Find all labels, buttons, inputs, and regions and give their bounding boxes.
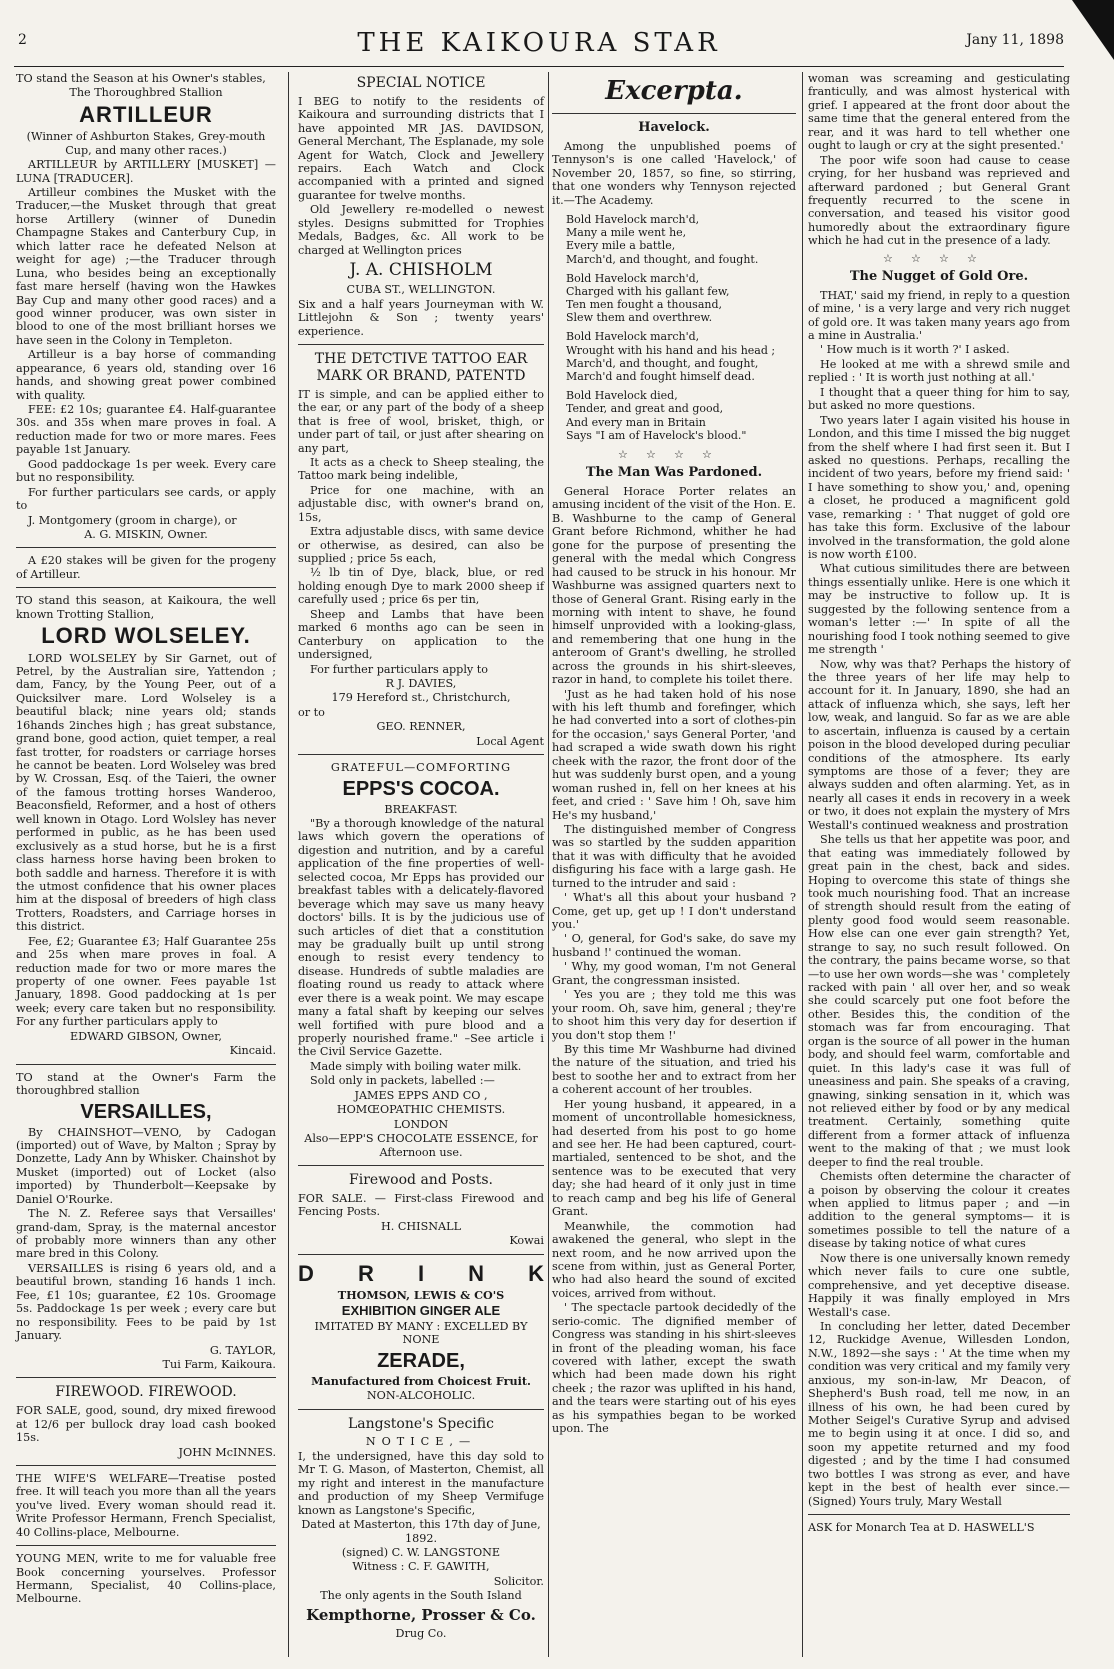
langstone-notice: NOTICE,— — [365, 1435, 477, 1449]
tattoo-agent2: Local Agent — [476, 734, 544, 748]
issue-date: Jany 11, 1898 — [966, 32, 1064, 48]
havelock-head: Havelock. — [638, 120, 710, 136]
divider — [298, 1254, 544, 1255]
drink-letters — [298, 1261, 544, 1287]
divider — [16, 547, 276, 548]
epps-tag: GRATEFUL—COMFORTING — [330, 761, 512, 775]
pardoned-p8: By this time Mr Washburne had divined the nature of the situation, and tried his best to soothe her and to extract from her a coherent account of her troubles. — [552, 1042, 796, 1097]
chisholm-exp: Six and a half years Journeyman with W. Littlejohn & Son ; twenty years' experience. — [298, 297, 544, 338]
langstone-signed: (signed) C. W. LANGSTONE — [341, 1545, 501, 1559]
wolseley-place: Kincaid. — [229, 1044, 276, 1058]
column-2 — [298, 72, 544, 1641]
divider — [16, 1377, 276, 1378]
artilleur-intro: TO stand the Season at his Owner's stables, — [16, 72, 266, 85]
verse-4 — [566, 389, 796, 442]
wifes-welfare: THE WIFE'S WELFARE—Treatise posted free. It will teach you more than all the years you've lived. Every woman should read it. Write Professor Hermann, French Specialist, 40 Collins-place, Melbourne. — [16, 1471, 276, 1539]
langstone-witness: Witness : C. F. GAWITH, — [352, 1560, 490, 1574]
column-rule — [802, 72, 803, 1657]
epps-sub: BREAKFAST. — [384, 802, 458, 816]
tattoo-p2: It acts as a check to Sheep stealing, the Tattoo mark being indelible, — [298, 455, 544, 483]
pardoned-cont-p1: woman was screaming and gesticulating franticully, and was almost hysterical with grief. I appeared at the front door about the same time that the general entered from the rear, and it was hard to tell whether one ought to laugh or cry at the sight presented.' — [808, 72, 1070, 153]
monarch-tea: ASK for Monarch Tea at D. HASWELL'S — [808, 1521, 1035, 1535]
versailles-name: VERSAILLES, — [80, 1100, 212, 1123]
excerpta-heading: Excerpta. — [605, 76, 743, 106]
epps-sold: Sold only in packets, labelled :— — [310, 1074, 495, 1088]
torn-corner — [1072, 0, 1114, 60]
chisholm-addr: CUBA ST., WELLINGTON. — [346, 283, 496, 297]
pardoned-p11: ' The spectacle partook decidedly of the serio-comic. The dignified member of Congress was standing in his shirt-sleeves in front of the pleading woman, his face covered with lather, except the swath which had been made down his right cheek ; the razor was uplifted in his hand, and the tears were starting out of his eyes as his sympathies began to be worked upon. The — [552, 1301, 796, 1436]
divider — [16, 1064, 276, 1065]
drink-letter: R — [357, 1260, 374, 1286]
drink-letter: K — [528, 1260, 544, 1286]
epps-made: Made simply with boiling water milk. — [310, 1059, 522, 1073]
versailles-body: By CHAINSHOT—VENO, by Cadogan (imported) out of Wave, by Malton ; Spray by Donzette, Lady Ann by Whisker. Chainshot by Musket (imported) out of Locket (also imported) by Thunderbolt—Keepsake by Daniel O'Rourke. — [16, 1125, 276, 1206]
divider — [298, 344, 544, 345]
page-number: 2 — [18, 32, 27, 48]
verse-line: Charged with his gallant few, — [566, 284, 730, 298]
column-1 — [16, 72, 276, 1607]
tattoo-addr: 179 Hereford st., Christchurch, — [331, 691, 511, 705]
artilleur-paddock: Good paddockage 1s per week. Every care but no responsibility. — [16, 457, 276, 485]
nugget-p6: What cutious similitudes there are between things essentially unlike. Here is one which it may be instructive to follow up. It is suggested by the following sentence from a woman's letter :—' In spite of all the nourishing food I took nothing seemed to give me strength ' — [808, 562, 1070, 657]
column-4 — [808, 72, 1070, 1536]
zerade-non: NON-ALCOHOLIC. — [366, 1389, 476, 1403]
verse-2 — [566, 272, 796, 325]
artilleur-pedigree: ARTILLEUR by ARTILLERY [MUSKET] — LUNA [TRADUCER]. — [16, 158, 276, 185]
verse-line: March'd and fought himself dead. — [566, 370, 755, 384]
drink-letter: N — [468, 1260, 485, 1286]
divider — [298, 754, 544, 755]
versailles-fee: VERSAILLES is rising 6 years old, and a beautiful brown, standing 16 hands 1 inch. Fee, £1 10s; guarantee, £2 10s. Groomage 5s. Paddockage 1s per week ; every care but no responsibility. Fees to be paid by 1st January. — [16, 1261, 276, 1343]
verse-line: Bold Havelock march'd, — [566, 330, 700, 344]
column-rule — [548, 72, 549, 1657]
epps-chem: HOMŒOPATHIC CHEMISTS. — [336, 1103, 506, 1117]
drink-ale: EXHIBITION GINGER ALE — [341, 1303, 501, 1319]
column-3 — [552, 72, 796, 1437]
notice-body: I BEG to notify to the residents of Kaikoura and surrounding districts that I have appointed MR JAS. DAVIDSON, General Merchant, The Esplanade, my sole Agent for Watch, Clock and Jewellery repairs. Each Watch and Clock accompanied with a printed and signed guarantee for twelve months. — [298, 94, 544, 202]
star-divider: ☆☆☆☆ — [882, 251, 996, 265]
nugget-p2: ' How much is it worth ?' I asked. — [820, 343, 1010, 357]
drink-maker: THOMSON, LEWIS & CO'S — [337, 1287, 505, 1302]
nugget-p8: She tells us that her appetite was poor, and that eating was immediately followed by great pain in the chest, back and sides. Hoping to overcome this state of things she took much nourishing food. That an increase of strength should result from the eating of plenty good food would seem reasonable. How else can one ever gain strength? Yet, strange to say, no such result followed. On the contrary, the pains became worse, so that—to use her own words—she was ' completely racked with pain ' all over her, and so weak she could scarcely put one foot before the other. Besides this, the condition of the stomach was far from encouraging. That organ is the source of all power in the human body, and should feel warm, comfortable and quiet. In this lady's case it was full of uneasiness and pain. She speaks of a craving, gnawing, sinking sensation in it, which was not relieved either by food or by any medical treatment. Certainly, something quite different from a former attack of influenza went to the making of that ; we must look deeper to find the real trouble. — [808, 833, 1070, 1169]
epps-maker: JAMES EPPS AND CO , — [354, 1088, 488, 1102]
nugget-p7: Now, why was that? Perhaps the history of the three years of her life may help to account for it. In January, 1890, she had an attack of influenza which, she says, left her low, weak, and languid. So far as we are able to ascertain, influenza is caused by a certain poison in the blood developed during peculiar conditions of the atmosphere. Its early symptoms are those of a fever; they are always sudden and often alarming. Yet, as in nearly all cases it ends in recovery in a week or two, it does not explain the mystery of Mrs Westall's continued weakness and prostration — [808, 657, 1070, 832]
pardoned-p2: 'Just as he had taken hold of his nose with his left thumb and forefinger, which he had converted into a sort of clothes-pin for the occasion,' says General Porter, 'and had scraped a wide swath down his right cheek with the razor, the front door of the hut was suddenly burst open, and a young woman rushed in, fell on her knees at his feet, and cried : ' Save him ! Oh, save him He's my husband,' — [552, 687, 796, 822]
divider — [16, 1465, 276, 1466]
posts-place: Kowai — [509, 1234, 544, 1248]
versailles-place: Tui Farm, Kaikoura. — [162, 1357, 276, 1371]
artilleur-stallion: The Thoroughbred Stallion — [69, 86, 223, 100]
pardoned-p9: Her young husband, it appeared, in a moment of uncontrollable homesickness, had deserted from his post to go home and see her. He had been captured, court-martialed, sentenced to be shot, and the sentence was to be executed that very day; she had heard of it only just in time to reach camp and beg his life of General Grant. — [552, 1097, 796, 1219]
nugget-p1: THAT,' said my friend, in reply to a question of mine, ' is a very large and very rich nugget of gold ore. It was taken many years ago from a mine in Australia.' — [808, 288, 1070, 343]
notice-body2: Old Jewellery re-modelled o newest styles. Designs submitted for Trophies Medals, Badges, &c. All work to be charged at Wellington prices — [298, 203, 544, 257]
pardoned-p7: ' Yes you are ; they told me this was your room. Oh, save him, general ; they're to shoot him this very day for desertion if you don't stop them !' — [552, 988, 796, 1042]
langstone-dated: Dated at Masterton, this 17th day of June, 1892. — [301, 1518, 541, 1545]
newspaper-title: THE KAIKOURA STAR — [357, 28, 721, 58]
verse-line: March'd, and thought, and fought, — [566, 356, 759, 370]
firewood-head: FIREWOOD. FIREWOOD. — [55, 1384, 237, 1401]
wolseley-body: LORD WOLSELEY by Sir Garnet, out of Petrel, by the Australian sire, Yattendon ; dam, Fancy, by the Young Peer, out of a Quicksilver mare. Lord Wolseley is a beautiful black; nine years old; stands 16hands 2inches high ; has great substance, grand bone, good action, quiet temper, a real fast trotter, for roadsters or carriage horses he cannot be beaten. Lord Wolseley was bred by W. Crossan, Esq. of the Taieri, the owner of the famous trotting horses Wanderoo, Beaconsfield, Reformer, and a host of others well known in Otago. Lord Wolsley has never performed in public, as he has been used exclusively as a stud horse, but he is a first class harness horse having been broken to both saddle and harness. Therefore it is with the utmost confidence that his owner places him at the disposal of breeders of high class Trotters, Roadsters, and Carriage horses in this district. — [16, 651, 276, 934]
tattoo-body: IT is simple, and can be applied either to the ear, or any part of the body of a sheep that is free of wool, brisket, thigh, or under part of tail, or just after shearing on any part, — [298, 387, 544, 455]
pardoned-p5: ' O, general, for God's sake, do save my husband !' continued the woman. — [552, 932, 796, 959]
langstone-head: Langstone's Specific — [348, 1415, 494, 1432]
column-rule — [288, 72, 289, 1657]
drink-letter: I — [417, 1260, 425, 1286]
divider — [16, 587, 276, 588]
verse-line: Bold Havelock died, — [566, 389, 678, 403]
verse-line: Tender, and great and good, — [566, 402, 724, 416]
verse-line: Bold Havelock march'd, — [566, 212, 700, 226]
tattoo-agent: GEO. RENNER, — [376, 720, 466, 734]
pardoned-cont-p2: The poor wife soon had cause to cease crying, for her husband was reprieved and afterward pardoned ; but General Grant frequently recurred to the scene in conversation, and teased his visitor good humoredly about the extraordinary figure which he had cut in the presence of a lady. — [808, 153, 1070, 248]
langstone-body: I, the undersigned, have this day sold to Mr T. G. Mason, of Masterton, Chemist, all my right and interest in the manufacture and production of my Sheep Vermifuge known as Langstone's Specific, — [298, 1449, 544, 1517]
tattoo-p5: ½ lb tin of Dye, black, blue, or red holding enough Dye to mark 2000 sheep if carefully used ; price 6s per tin, — [298, 566, 544, 607]
artilleur-name: ARTILLEUR — [79, 101, 213, 127]
divider — [298, 1165, 544, 1166]
tattoo-p3: Price for one machine, with an adjustable disc, with owner's brand on, 15s, — [298, 483, 544, 524]
verse-line: And every man in Britain — [566, 415, 706, 429]
verse-line: March'd, and thought, and fought. — [566, 252, 759, 266]
versailles-owner: G. TAYLOR, — [209, 1343, 276, 1357]
verse-line: Ten men fought a thousand, — [566, 298, 723, 312]
firewood-body: FOR SALE, good, sound, dry mixed firewood at 12/6 per bullock dray load cash booked 15s. — [16, 1404, 276, 1445]
artilleur-owner: A. G. MISKIN, Owner. — [84, 527, 208, 541]
pardoned-head: The Man Was Pardoned. — [585, 465, 763, 481]
wolseley-owner: EDWARD GIBSON, Owner, — [70, 1029, 222, 1043]
nugget-p5: Two years later I again visited his house in London, and this time I missed the big nugget from the shelf where I had first seen it. But I asked no questions. Perhaps, recalling the incident of two years, before my friend said: ' I have something to show you,' and, opening a closet, he produced a magnificent gold vase, remarking : ' That nugget of gold ore has take this form. Exclusive of the labour involved in the transformation, the gold alone is now worth £100. — [808, 413, 1070, 562]
drink-imitated: IMITATED BY MANY : EXCELLED BY NONE — [314, 1319, 528, 1347]
verse-3 — [566, 330, 796, 383]
tattoo-p7: For further particulars apply to — [310, 662, 489, 676]
versailles-intro: TO stand at the Owner's Farm the thoroughbred stallion — [16, 1070, 276, 1098]
nugget-head: The Nugget of Gold Ore. — [849, 269, 1029, 285]
pardoned-p4: ' What's all this about your husband ? Come, get up, get up ! I don't understand you.' — [552, 891, 796, 931]
drug-co: Drug Co. — [395, 1626, 447, 1640]
nugget-p3: He looked at me with a shrewd smile and replied : ' It is worth just nothing at all.' — [808, 357, 1070, 385]
verse-line: Many a mile went he, — [566, 226, 687, 240]
young-men: YOUNG MEN, write to me for valuable free Book concerning yourselves. Professor Hermann, Specialist, 40 Collins-place, Melbourne. — [16, 1552, 276, 1606]
artilleur-stakes: A £20 stakes will be given for the progeny of Artilleur. — [16, 554, 276, 581]
star-divider: ☆☆☆☆ — [617, 447, 731, 461]
epps-body: "By a thorough knowledge of the natural laws which govern the operations of digestion and nutrition, and by a careful application of the fine properties of well-selected cocoa, Mr Epps has provided our breakfast tables with a delicately-flavored beverage which may save us many heavy doctors' bills. It is by the judicious use of such articles of diet that a constitution may be gradually built up until strong enough to resist every tendency to disease. Hundreds of subtle maladies are floating round us ready to attack where ever there is a weak point. We may escape many a fatal shaft by keeping our selves well fortified with pure blood and a properly nourished frame." –See article i the Civil Service Gazette. — [298, 817, 544, 1059]
tattoo-p4: Extra adjustable discs, with same device or otherwise, as desired, can also be supplied ; price 5s each, — [298, 525, 544, 566]
nugget-p4: I thought that a queer thing for him to say, but asked no more questions. — [808, 385, 1070, 413]
tattoo-p6: Sheep and Lambs that have been marked 6 months ago can be seen in Canterbury on application to the undersigned, — [298, 607, 544, 662]
nugget-p9: Chemists often determine the character of a poison by observing the colour it creates when applied to litmus paper ; and —in addition to the general symptoms— it is sometimes possible to tell the nature of a disease by taking notice of what cures — [808, 1170, 1070, 1251]
pardoned-p6: ' Why, my good woman, I'm not General Grant, the congressman insisted. — [552, 960, 796, 987]
wolseley-intro: TO stand this season, at Kaikoura, the well known Trotting Stallion, — [16, 594, 276, 621]
langstone-sol: Solicitor. — [493, 1574, 544, 1588]
verse-line: Slew them and overthrew. — [566, 311, 713, 325]
posts-head: Firewood and Posts. — [349, 1171, 493, 1188]
verse-1 — [566, 213, 796, 266]
pardoned-p10: Meanwhile, the commotion had awakened the general, who slept in the next room, and he now arrived upon the scene from within, just as General Porter, who had also heard the sound of excited voices, arrived from without. — [552, 1219, 796, 1300]
drink-letter: D — [298, 1260, 314, 1286]
artilleur-desc: Artilleur is a bay horse of commanding appearance, 6 years old, standing over 16 hands, and showing great power combined with quality. — [16, 348, 276, 402]
pardoned-p1: General Horace Porter relates an amusing incident of the visit of the Hon. E. B. Washburne to the camp of General Grant before Richmond, whither he had gone for the purpose of presenting the general with the medal which Congress had caused to be struck in his honour. Mr Washburne was assigned quarters next to those of General Grant. Rising early in the morning with intent to shave, he found himself unprovided with a looking-glass, and remembering that one hung in the anteroom of Grant's dwelling, he strolled across the grounds in his shirt-sleeves, razor in hand, to complete his toilet there. — [552, 485, 796, 687]
tattoo-head: THE DETCTIVE TATTOO EAR MARK OR BRAND, PATENTD — [314, 351, 528, 384]
verse-line: Bold Havelock march'd, — [566, 271, 700, 285]
artilleur-winner: (Winner of Ashburton Stakes, Grey-mouth Cup, and many other races.) — [26, 130, 266, 157]
divider — [16, 1545, 276, 1546]
firewood-sign: JOHN McINNES. — [178, 1445, 276, 1459]
nugget-p10: Now there is one universally known remedy which never fails to cure one subtle, comprehensive, and yet deceptive disease. Happily it was finally employed in Mrs Westall's case. — [808, 1251, 1070, 1319]
tattoo-sign: R J. DAVIES, — [385, 676, 457, 690]
artilleur-body: Artilleur combines the Musket with the Traducer,—the Musket through that great horse Artillery (winner of Dunedin Champagne Stakes and Canterbury Cup, in which latter race he defeated Nelson at weight for age) ;—the Traducer through Luna, who besides being an exceptionally fast mare herself (having won the Hawkes Bay Cup and many other good races) and a good winner producer, was own sister in blood to one of the most brilliant horses we have seen in the Colony in Templeton. — [16, 186, 276, 347]
divider — [552, 113, 796, 114]
posts-sign: H. CHISNALL — [381, 1219, 461, 1233]
masthead — [14, 22, 1064, 67]
chisholm-name: J. A. CHISHOLM — [349, 260, 493, 281]
divider — [298, 1409, 544, 1410]
langstone-agents: The only agents in the South Island — [320, 1589, 522, 1603]
artilleur-particulars: For further particulars see cards, or apply to — [16, 485, 276, 513]
divider — [808, 1514, 1070, 1515]
wolseley-fee: Fee, £2; Guarantee £3; Half Guarantee 25s and 25s when mare proves in foal. A reduction made for two or more mares the property of one owner. Fees payable 1st January, 1898. Good paddocking at 1s per week; every care taken but no responsibility. For any further particulars apply to — [16, 934, 276, 1029]
epps-city: LONDON — [393, 1117, 449, 1131]
pardoned-p3: The distinguished member of Congress was so startled by the sudden apparition that it was with difficulty that he avoided disfiguring his face with a large gash. He turned to the intruder and said : — [552, 822, 796, 890]
kempthorne: Kempthorne, Prosser & Co. — [306, 1605, 536, 1624]
havelock-intro: Among the unpublished poems of Tennyson's is one called 'Havelock,' of November 20, 1857, so fine, so stirring, that one wonders why Tennyson rejected it.—The Academy. — [552, 139, 796, 207]
artilleur-fee: FEE: £2 10s; guarantee £4. Half-guarantee 30s. and 35s when mare proves in foal. A reduction made for two or more mares. Fees payable 1st January. — [16, 403, 276, 457]
zerade-manuf: Manufactured from Choicest Fruit. — [311, 1373, 531, 1388]
verse-line: Wrought with his hand and his head ; — [566, 343, 776, 357]
artilleur-groom: J. Montgomery (groom in charge), or — [28, 513, 237, 527]
zerade-name: ZERADE, — [377, 1349, 465, 1372]
versailles-referee: The N. Z. Referee says that Versailles' grand-dam, Spray, is the maternal ancestor of probably more winners than any other mare bred in this Colony. — [16, 1207, 276, 1261]
tattoo-or: or to — [298, 705, 325, 719]
nugget-p11: In concluding her letter, dated December 12, Ruckidge Avenue, Willesden London, N.W., 1892—she says : ' At the time when my condition was very critical and my family very anxious, my son-in-law, Mr Deacon, of Shepherd's Bush road, tell me now, in an illness of his own, he had been cured by Mother Seigel's Curative Syrup and advised me to begin using it at once. I did so, and soon my appetite returned and my food digested ; and by the time I had consumed two bottles I was strong as ever, and have kept in the best of health ever since.—(Signed) Yours truly, Mary Westall — [808, 1319, 1070, 1508]
wolseley-name: LORD WOLSELEY. — [41, 623, 251, 649]
epps-name: EPPS'S COCOA. — [342, 777, 500, 800]
notice-head: SPECIAL NOTICE — [356, 75, 486, 91]
verse-line: Every mile a battle, — [566, 239, 676, 253]
verse-line: Says "I am of Havelock's blood." — [566, 428, 747, 442]
posts-body: FOR SALE. — First-class Firewood and Fencing Posts. — [298, 1191, 544, 1219]
epps-also: Also—EPP'S CHOCOLATE ESSENCE, for Afternoon use. — [304, 1132, 538, 1159]
